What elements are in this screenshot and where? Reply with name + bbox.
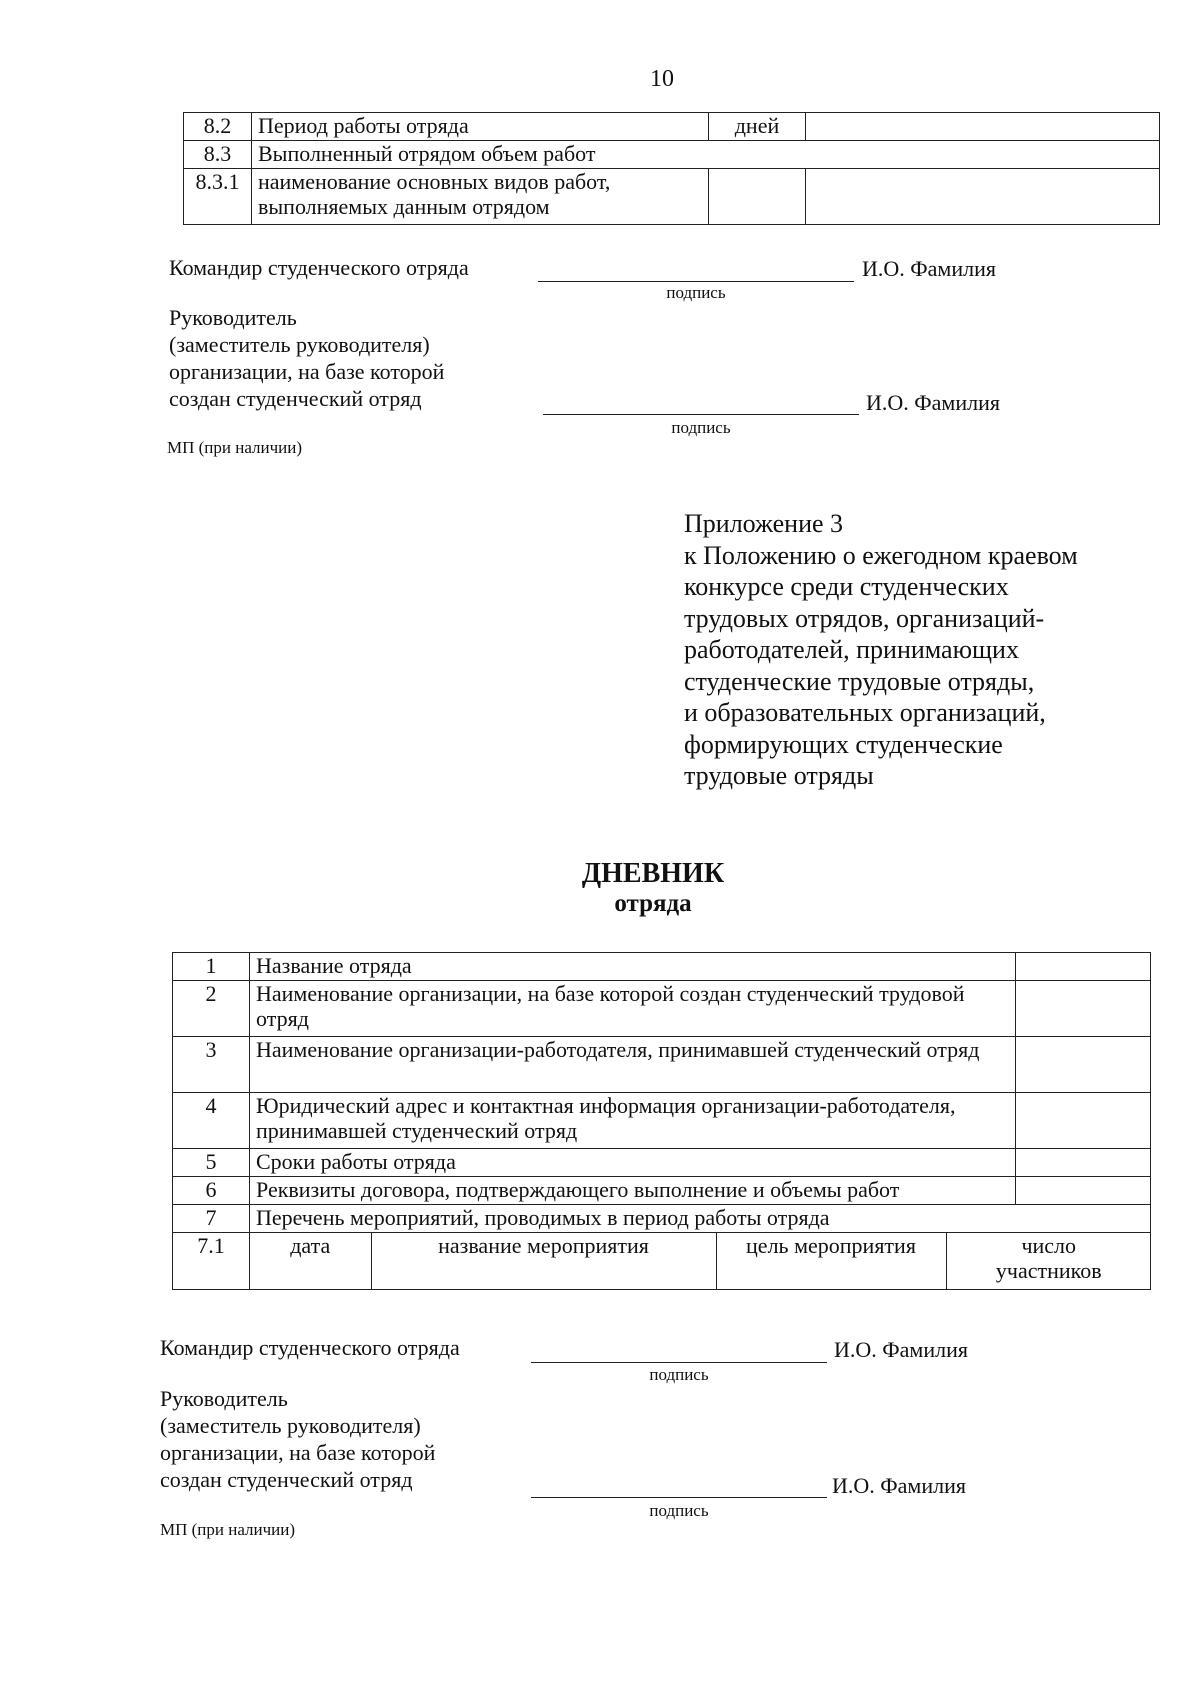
head-label-line: (заместитель руководителя) [160,1413,421,1438]
head-label-line: создан студенческий отряд [169,386,422,411]
appendix-line: формирующих студенческие [684,729,1003,759]
row-number: 4 [173,1093,250,1149]
table-row [173,1205,1151,1233]
signature-caption: подпись [666,283,726,302]
table-row [184,169,1160,225]
diary-subtitle: отряда [614,890,692,917]
appendix-line: трудовые отряды [684,761,874,790]
stamp-note: МП (при наличии) [160,1520,296,1539]
appendix-note [684,508,1078,792]
head-label [160,1385,435,1493]
row-value-cell[interactable] [1016,981,1151,1037]
table-row [173,981,1151,1037]
row-value-cell[interactable] [1016,1037,1151,1093]
row-value-cell[interactable] [806,169,1160,225]
signature-caption: подпись [649,1365,709,1384]
signature-caption: подпись [671,418,731,437]
head-label-line: Руководитель [160,1386,288,1411]
appendix-line: студенческие трудовые отряды, [684,666,1035,696]
row-value-cell[interactable] [1016,1177,1151,1205]
row-label: Наименование организации, на базе которой создан студенческий трудовой отряд [250,981,1016,1037]
row-label: Выполненный отрядом объем работ [252,141,1160,169]
head-name: И.О. Фамилия [832,1473,966,1498]
row-label: Наименование организации-работодателя, принимавшей студенческий отряд [250,1037,1016,1093]
events-column-participants: число участников [995,1233,1102,1283]
head-label-line: Руководитель [169,305,297,330]
row-number: 7.1 [173,1233,250,1290]
appendix-line: работодателей, принимающих [684,635,1019,664]
row-number: 8.3.1 [184,169,252,225]
table-row [173,1093,1151,1149]
head-signature-line[interactable] [543,414,859,415]
events-column-purpose: цель мероприятия [716,1233,946,1289]
table-row [184,141,1160,169]
table-row [173,953,1151,981]
appendix-line: Приложение 3 [684,509,844,538]
row-label: Реквизиты договора, подтверждающего выполнение и объемы работ [250,1177,1016,1205]
commander-name: И.О. Фамилия [834,1337,968,1362]
row-number: 1 [173,953,250,981]
head-label [169,304,444,412]
table-row [173,1177,1151,1205]
appendix-line: к Положению о ежегодном краевом [684,540,1078,570]
events-column-name: название мероприятия [371,1233,716,1289]
row-value-cell[interactable] [1016,953,1151,981]
row-number: 8.2 [184,113,252,141]
appendix-line: трудовых отрядов, организаций- [684,603,1045,633]
events-columns-cell [250,1233,1151,1290]
row-unit[interactable] [709,169,806,225]
head-signature-line[interactable] [531,1497,827,1498]
commander-label: Командир студенческого отряда [169,255,469,280]
signature-caption: подпись [649,1501,709,1520]
appendix-line: конкурсе среди студенческих [684,572,1009,601]
commander-signature-line[interactable] [531,1362,827,1363]
events-column-date: дата [250,1233,371,1289]
stamp-note: МП (при наличии) [167,438,303,457]
head-label-line: создан студенческий отряд [160,1467,413,1492]
diary-table [172,952,1151,1290]
row-label: Перечень мероприятий, проводимых в период работы отряда [250,1205,1151,1233]
row-number: 6 [173,1177,250,1205]
row-label: Сроки работы отряда [250,1149,1016,1177]
row-number: 5 [173,1149,250,1177]
table-row [184,113,1160,141]
row-label: Период работы отряда [252,113,709,141]
row-number: 8.3 [184,141,252,169]
row-number: 2 [173,981,250,1037]
row-value-cell[interactable] [1016,1093,1151,1149]
row-value-cell[interactable] [806,113,1160,141]
diary-title: ДНЕВНИК [581,858,725,889]
row-number: 3 [173,1037,250,1093]
events-subtable [250,1233,1151,1289]
row-label: Юридический адрес и контактная информация организации-работодателя, принимавшей студенческий отряд [250,1093,1016,1149]
row-label: Название отряда [250,953,1016,981]
head-name: И.О. Фамилия [866,390,1000,415]
head-label-line: организации, на базе которой [160,1440,436,1465]
page-number: 10 [650,66,674,92]
row-label: наименование основных видов работ, выполняемых данным отрядом [252,169,709,225]
row-value-cell[interactable] [1016,1149,1151,1177]
head-label-line: организации, на базе которой [169,359,445,384]
head-label-line: (заместитель руководителя) [169,332,430,357]
row-number: 7 [173,1205,250,1233]
row-unit: дней [709,113,806,141]
appendix-line: и образовательных организаций, [684,698,1046,727]
table-row [173,1037,1151,1093]
commander-name: И.О. Фамилия [862,256,996,281]
events-row [173,1233,1151,1290]
commander-signature-line[interactable] [538,281,854,282]
table-row [173,1149,1151,1177]
top-table [183,112,1160,225]
commander-label: Командир студенческого отряда [160,1335,460,1360]
